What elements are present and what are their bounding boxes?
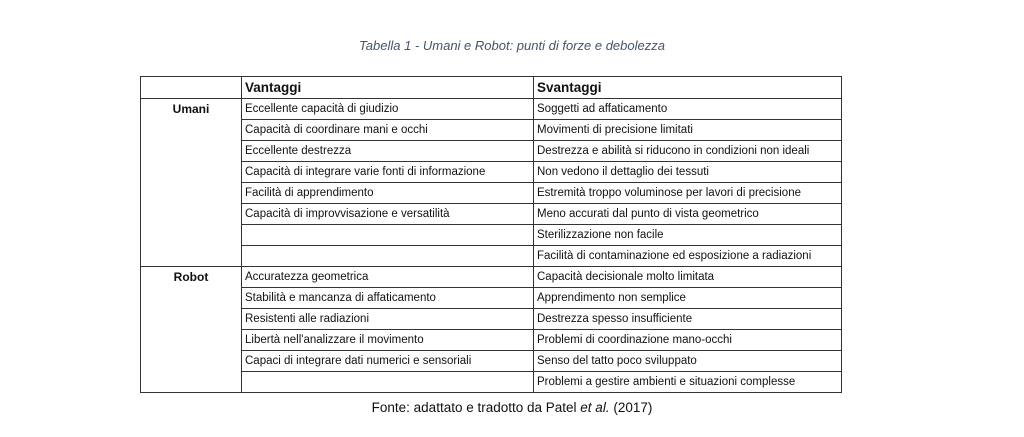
svantaggio-cell: Capacità decisionale molto limitata [534,267,842,288]
table-row [141,204,842,225]
table-row [141,267,842,288]
source-suffix: (2017) [609,400,653,415]
table-row [141,120,842,141]
header-svantaggi: Svantaggi [534,77,842,99]
svantaggio-cell: Movimenti di precisione limitati [534,120,842,141]
vantaggio-cell: Eccellente destrezza [242,141,534,162]
svantaggio-cell: Senso del tatto poco sviluppato [534,351,842,372]
table-row [141,225,842,246]
svantaggio-cell: Sterilizzazione non facile [534,225,842,246]
header-vantaggi: Vantaggi [242,77,534,99]
svantaggio-cell: Non vedono il dettaglio dei tessuti [534,162,842,183]
strengths-weaknesses-table [140,76,842,393]
vantaggio-cell: Libertà nell'analizzare il movimento [242,330,534,351]
vantaggio-cell: Capacità di coordinare mani e occhi [242,120,534,141]
vantaggio-cell: Resistenti alle radiazioni [242,309,534,330]
svantaggio-cell: Problemi a gestire ambienti e situazioni complesse [534,372,842,393]
table-row [141,372,842,393]
table-row [141,141,842,162]
table-row [141,351,842,372]
vantaggio-cell: Eccellente capacità di giudizio [242,99,534,120]
vantaggio-cell: Facilità di apprendimento [242,183,534,204]
vantaggio-cell: Capacità di integrare varie fonti di informazione [242,162,534,183]
vantaggio-cell: Accuratezza geometrica [242,267,534,288]
table-row [141,330,842,351]
svantaggio-cell: Facilità di contaminazione ed esposizione a radiazioni [534,246,842,267]
vantaggio-cell [242,372,534,393]
table-row [141,183,842,204]
vantaggio-cell: Capaci di integrare dati numerici e sensoriali [242,351,534,372]
table-caption: Tabella 1 - Umani e Robot: punti di forze e debolezza [359,38,665,53]
table-row [141,162,842,183]
svantaggio-cell: Destrezza spesso insufficiente [534,309,842,330]
svantaggio-cell: Meno accurati dal punto di vista geometrico [534,204,842,225]
group-label-umani: Umani [141,99,242,267]
header-empty [141,77,242,99]
svantaggio-cell: Soggetti ad affaticamento [534,99,842,120]
table-row [141,309,842,330]
svantaggio-cell: Apprendimento non semplice [534,288,842,309]
source-italic: et al. [580,400,610,415]
svantaggio-cell: Estremità troppo voluminose per lavori di precisione [534,183,842,204]
vantaggio-cell [242,246,534,267]
table-row [141,246,842,267]
source-note [0,400,1024,415]
table-row [141,288,842,309]
group-label-robot: Robot [141,267,242,393]
source-prefix: Fonte: adattato e tradotto da Patel [371,400,581,415]
svantaggio-cell: Problemi di coordinazione mano-occhi [534,330,842,351]
vantaggio-cell: Capacità di improvvisazione e versatilità [242,204,534,225]
vantaggio-cell: Stabilità e mancanza di affaticamento [242,288,534,309]
header-row [141,77,842,99]
svantaggio-cell: Destrezza e abilità si riducono in condizioni non ideali [534,141,842,162]
vantaggio-cell [242,225,534,246]
table-row [141,99,842,120]
table-body [141,99,842,393]
